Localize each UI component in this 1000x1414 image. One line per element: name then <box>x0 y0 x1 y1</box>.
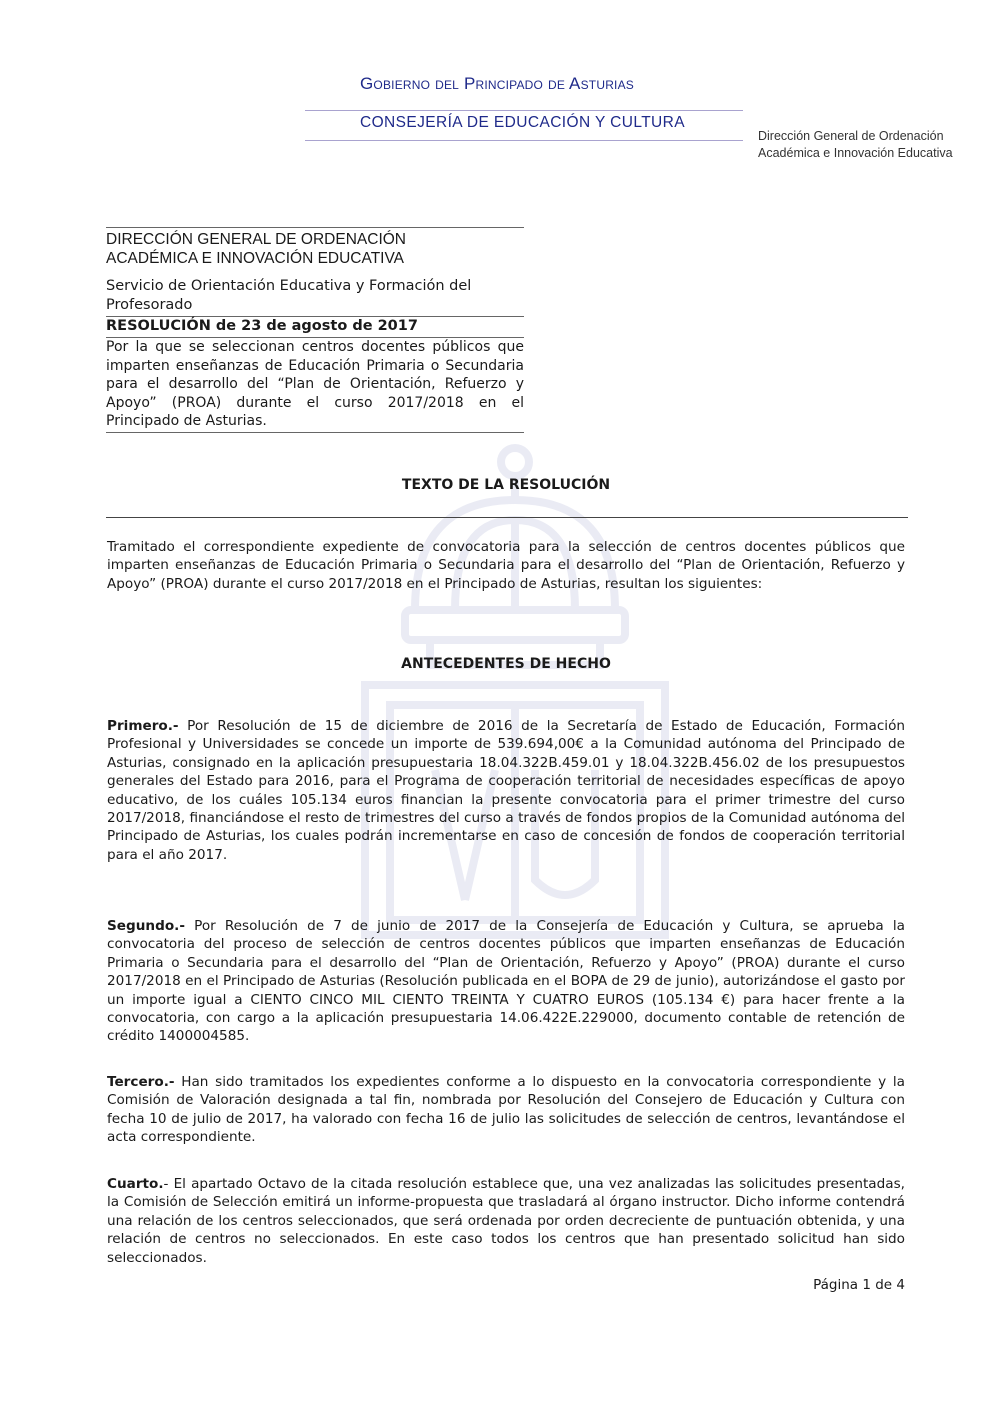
letterhead-divider <box>305 110 743 111</box>
paragraph-label: Cuarto. <box>107 1176 164 1192</box>
directorate-line-2: Académica e Innovación Educativa <box>758 146 953 160</box>
service-name: Servicio de Orientación Educativa y Formación del Profesorado <box>106 278 472 313</box>
paragraph-text: Han sido tramitados los expedientes conforme a lo dispuesto en la convocatoria correspondiente y la Comisión de Valoración designada a tal fin, nombrada por Resolución del Consejero de Educación y Cultura con fecha 10 de julio de 2017, ha valorado con fecha 16 de julio las solicitudes de selección de centros, levantándose el acta correspondiente. <box>107 1074 905 1146</box>
government-letterhead: Gobierno del Principado de Asturias <box>360 74 635 93</box>
paragraph-segundo <box>107 917 905 1046</box>
directorate-line-1: Dirección General de Ordenación <box>758 129 944 143</box>
paragraph-text: - El apartado Octavo de la citada resolución establece que, una vez analizadas las solicitudes presentadas, la Comisión de Selección emitirá un informe-propuesta que trasladará al órgano instructor. Dicho informe contendrá una relación de los centros seleccionados, que será ordenada por orden decreciente de puntuación obtenida, y una relación de centros no seleccionados. En este caso todos los centros que han presentado solicitud han sido seleccionados. <box>107 1176 905 1266</box>
paragraph-label: Primero.- <box>107 718 179 734</box>
ministry-letterhead: CONSEJERÍA DE EDUCACIÓN Y CULTURA <box>360 114 685 131</box>
paragraph-label: Segundo.- <box>107 918 185 934</box>
resolution-date: RESOLUCIÓN de 23 de agosto de 2017 <box>106 318 418 334</box>
header-rule <box>106 432 524 433</box>
resolution-header-box <box>106 227 524 433</box>
paragraph-tercero <box>107 1073 905 1147</box>
letterhead-divider <box>305 140 743 141</box>
directorate-title-line-1: DIRECCIÓN GENERAL DE ORDENACIÓN <box>106 231 406 248</box>
section-title-resolution-text: TEXTO DE LA RESOLUCIÓN <box>401 477 611 493</box>
paragraph-primero <box>107 717 905 864</box>
directorate-letterhead <box>758 128 953 162</box>
coat-of-arms-watermark <box>355 440 675 940</box>
section-title-background-facts: ANTECEDENTES DE HECHO <box>401 656 611 672</box>
section-divider <box>106 517 908 518</box>
directorate-title <box>106 228 524 268</box>
directorate-title-line-2: ACADÉMICA E INNOVACIÓN EDUCATIVA <box>106 250 404 267</box>
paragraph-cuarto <box>107 1175 905 1267</box>
intro-paragraph: Tramitado el correspondiente expediente de convocatoria para la selección de centros docentes públicos que imparten enseñanzas de Educación Primaria o Secundaria para el desarrollo del “Plan de Orientación, Refuerzo y Apoyo” (PROA) durante el curso 2017/2018 en el Principado de Asturias, resultan los siguientes: <box>107 539 905 592</box>
paragraph-label: Tercero.- <box>107 1074 175 1090</box>
page-number: Página 1 de 4 <box>813 1277 905 1293</box>
paragraph-text: Por Resolución de 15 de diciembre de 2016 de la Secretaría de Estado de Educación, Formación Profesional y Universidades se concede un importe de 539.694,00€ a la Comunidad autónoma del Principado de Asturias, consignado en la aplicación presupuestaria 18.04.322B.459.01 y 18.04.322B.456.02 de los presupuestos generales del Estado para 2016, para el Programa de cooperación territorial de necesidades específicas de apoyo educativo, de los cuáles 105.134 euros financian la presente convocatoria para el primer trimestre del curso 2017/2018, financiándose el resto de trimestres del curso a través de fondos propios de la Comunidad autónoma del Principado de Asturias, los cuales podrán incrementarse en caso de concesión de fondos de cooperación territorial para el año 2017. <box>107 718 905 863</box>
resolution-description: Por la que se seleccionan centros docentes públicos que imparten enseñanzas de Educación Primaria o Secundaria para el desarrollo del “Plan de Orientación, Refuerzo y Apoyo” (PROA) durante el curso 2017/2018 en el Principado de Asturias. <box>106 339 524 430</box>
paragraph-text: Por Resolución de 7 de junio de 2017 de la Consejería de Educación y Cultura, se aprueba la convocatoria del proceso de selección de centros docentes públicos que imparten enseñanzas de Educación Primaria o Secundaria para el desarrollo del “Plan de Orientación, Refuerzo y Apoyo” (PROA) durante el curso 2017/2018 en el Principado de Asturias (Resolución publicada en el BOPA de 29 de junio), autorizándose el gasto por un importe igual a CIENTO CINCO MIL CIENTO TREINTA Y CUATRO EUROS (105.134 €) para hacer frente a la convocatoria, con cargo a la aplicación presupuestaria 14.06.422E.229000, documento contable de retención de crédito 1400004585. <box>107 918 905 1045</box>
